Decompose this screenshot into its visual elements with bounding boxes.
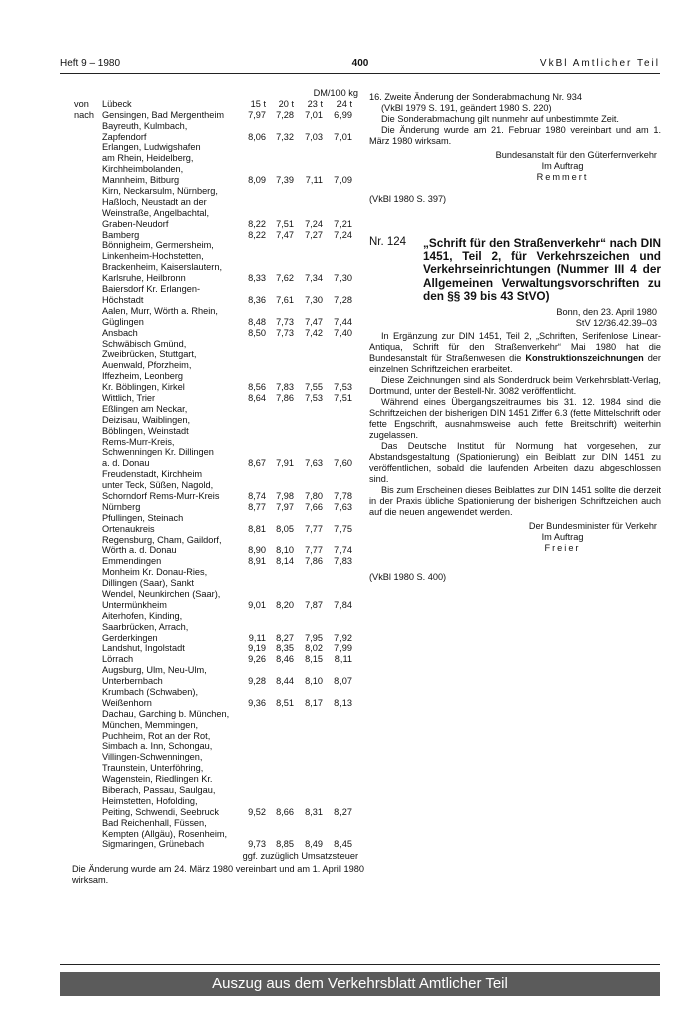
signature-name: Remmert (536, 172, 589, 182)
destination-name: Weinstraße, Angelbachtal, (102, 207, 210, 218)
table-row (74, 349, 364, 360)
rate-value: 7,86 (305, 556, 323, 567)
notice-title: „Schrift für den Straßenverkehr“ nach DIN 1451, Teil 2, für Verkehrszeichen und Verkehrseinrichtungen (Nummer III 4 der Allgemeinen Verwaltungsvorschriften zu den §§ 39 bis 43 StVO) (423, 236, 661, 303)
destination-name: Lörrach (102, 654, 134, 665)
table-row (74, 829, 364, 840)
destination-name: Peiting, Schwendi, Seebruck (102, 806, 219, 817)
rate-value: 7,98 (276, 490, 294, 501)
rate-value: 7,91 (276, 458, 294, 469)
destination-name: Böblingen, Weinstadt (102, 425, 189, 436)
rate-value: 8,17 (305, 697, 323, 708)
table-row (74, 589, 364, 600)
publication-title: VkBl Amtlicher Teil (539, 58, 660, 69)
destination-name: Augsburg, Ulm, Neu-Ulm, (102, 665, 207, 676)
rate-value: 7,92 (334, 632, 352, 643)
rate-value: 7,80 (305, 490, 323, 501)
destination-name: Wagenstein, Riedlingen Kr. (102, 774, 213, 785)
destination-name: Erlangen, Ludwigshafen (102, 142, 201, 153)
table-row (74, 535, 364, 546)
rate-value: 7,34 (305, 273, 323, 284)
rate-value: 7,40 (334, 327, 352, 338)
rate-value: 7,60 (334, 458, 352, 469)
amendment-paragraph: Die Änderung wurde am 21. Februar 1980 vereinbart und am 1. März 1980 wirksam. (369, 125, 661, 146)
col-header: 24 t (336, 98, 352, 109)
destination-name: Biberach, Passau, Saulgau, (102, 785, 216, 796)
citation: (VkBl 1980 S. 400) (369, 572, 447, 583)
destination-name: Unterbernbach (102, 676, 163, 687)
destination-name: Karlsruhe, Heilbronn (102, 273, 186, 284)
rate-value: 7,83 (276, 382, 294, 393)
table-row (74, 469, 364, 480)
destination-name: Dachau, Garching b. München, (102, 708, 230, 719)
rate-value: 7,66 (305, 501, 323, 512)
rate-value: 8,14 (276, 556, 294, 567)
destination-name: Zweibrücken, Stuttgart, (102, 349, 197, 360)
rate-value: 7,87 (305, 599, 323, 610)
destination-name: Güglingen (102, 316, 144, 327)
destination-name: Zapfendorf (102, 131, 147, 142)
page-number: 400 (351, 58, 369, 69)
col-header: 15 t (250, 98, 266, 109)
rate-value: 8,49 (305, 839, 323, 850)
rate-value: 6,99 (334, 109, 352, 120)
table-row (74, 197, 364, 208)
table-row (74, 273, 364, 284)
rate-value: 7,95 (305, 632, 323, 643)
destination-name: Eßlingen am Neckar, (102, 403, 188, 414)
table-row (74, 763, 364, 774)
rate-value: 7,97 (276, 501, 294, 512)
rate-value: 8,31 (305, 806, 323, 817)
rate-value: 7,47 (305, 316, 323, 327)
rate-value: 7,11 (305, 175, 323, 186)
amendment-title: 16. Zweite Änderung der Sonderabmachung Nr. 934 (369, 92, 582, 102)
paragraph-text: der einzelnen Schriftzeichen erarbeitet. (369, 353, 661, 375)
rate-value: 7,55 (305, 382, 323, 393)
destination-name: Schwenningen Kr. Dillingen (102, 447, 214, 458)
tax-footnote: ggf. zuzüglich Umsatzsteuer (242, 851, 358, 862)
table-row (74, 567, 364, 578)
table-row (74, 382, 364, 393)
notice-reference: StV 12/36.42.39–03 (575, 318, 657, 329)
destination-name: Pfullingen, Steinach (102, 512, 184, 523)
tariff-table (74, 88, 364, 886)
rate-value: 8,46 (276, 654, 294, 665)
rate-value: 8,15 (305, 654, 323, 665)
rate-value: 7,32 (276, 131, 294, 142)
table-row (74, 676, 364, 687)
destination-name: Untermünkheim (102, 599, 167, 610)
table-row (74, 142, 364, 153)
rate-value: 9,28 (248, 676, 266, 687)
table-row (74, 208, 364, 219)
rate-value: 8,81 (248, 523, 266, 534)
rate-value: 8,51 (276, 697, 294, 708)
destination-name: Weißenhorn (102, 697, 152, 708)
col-header: 23 t (307, 98, 323, 109)
table-row (74, 404, 364, 415)
rate-value: 8,07 (334, 676, 352, 687)
rate-value: 9,52 (248, 806, 266, 817)
destination-name: Ortenaukreis (102, 523, 155, 534)
notice-date: Bonn, den 23. April 1980 (556, 307, 657, 318)
destination-name: Bamberg (102, 229, 140, 240)
destination-name: Wendel, Neunkirchen (Saar), (102, 588, 221, 599)
destination-name: Brackenheim, Kaiserslautern, (102, 262, 223, 273)
table-row (74, 839, 364, 850)
table-row (74, 611, 364, 622)
rate-value: 8,10 (305, 676, 323, 687)
destination-name: Bönnigheim, Germersheim, (102, 240, 214, 251)
destination-name: Kempten (Allgäu), Rosenheim, (102, 828, 228, 839)
table-row (74, 360, 364, 371)
table-row (74, 284, 364, 295)
rate-value: 7,44 (334, 316, 352, 327)
table-row (74, 524, 364, 535)
table-row (74, 153, 364, 164)
destination-name: Schorndorf Rems-Murr-Kreis (102, 490, 220, 501)
rate-value: 7,39 (276, 175, 294, 186)
table-row (74, 230, 364, 241)
table-row (74, 545, 364, 556)
table-row (74, 741, 364, 752)
amendment-reference: (VkBl 1979 S. 191, geändert 1980 S. 220) (381, 103, 552, 113)
rate-value: 9,19 (248, 643, 266, 654)
table-row (74, 502, 364, 513)
destination-name: Höchstadt (102, 294, 144, 305)
destination-name: Heimstetten, Hofolding, (102, 795, 198, 806)
rate-value: 7,53 (334, 382, 352, 393)
destination-name: Saarbrücken, Arrach, (102, 621, 189, 632)
notice-124 (369, 237, 661, 303)
rate-value: 7,03 (305, 131, 323, 142)
rate-value: 7,01 (334, 131, 352, 142)
right-column (369, 92, 661, 583)
table-row (74, 240, 364, 251)
rate-value: 8,90 (248, 545, 266, 556)
signature-org: Der Bundesminister für Verkehr (528, 521, 657, 532)
table-row (74, 458, 364, 469)
destination-name: Aiterhofen, Kinding, (102, 610, 183, 621)
table-row (74, 415, 364, 426)
table-row (74, 600, 364, 611)
footer-rule (60, 964, 660, 965)
rate-value: 7,24 (305, 218, 323, 229)
destination-name: Iffezheim, Leonberg (102, 371, 184, 382)
rate-value: 8,35 (276, 643, 294, 654)
rate-value: 7,63 (334, 501, 352, 512)
notice-paragraph (369, 331, 661, 375)
rate-value: 7,63 (305, 458, 323, 469)
destination-name: Kr. Böblingen, Kirkel (102, 382, 185, 393)
destination-name: Aalen, Murr, Wörth a. Rhein, (102, 305, 218, 316)
destination-name: Gerderkingen (102, 632, 158, 643)
destination-name: Dillingen (Saar), Sankt (102, 578, 194, 589)
destination-name: Traunstein, Unterföhring, (102, 763, 204, 774)
table-row (74, 480, 364, 491)
rate-value: 8,45 (334, 839, 352, 850)
destination-name: unter Teck, Süßen, Nagold, (102, 480, 214, 491)
rate-value: 8,48 (248, 316, 266, 327)
rate-value: 8,27 (334, 806, 352, 817)
rate-value: 7,01 (305, 109, 323, 120)
destination-name: Simbach a. Inn, Schongau, (102, 741, 213, 752)
table-row (74, 306, 364, 317)
col-header: 20 t (278, 98, 294, 109)
rate-value: 8,77 (248, 501, 266, 512)
table-row (74, 164, 364, 175)
rate-value: 8,50 (248, 327, 266, 338)
rate-value: 8,10 (276, 545, 294, 556)
nach-label: nach (74, 109, 94, 120)
rate-value: 8,02 (305, 643, 323, 654)
effective-note: Die Änderung wurde am 24. März 1980 vereinbart und am 1. April 1980 wirksam. (72, 864, 364, 886)
citation: (VkBl 1980 S. 397) (369, 194, 447, 204)
table-row (74, 654, 364, 665)
destination-name: Schwäbisch Gmünd, (102, 338, 187, 349)
table-row (74, 513, 364, 524)
table-row (74, 578, 364, 589)
rate-value: 7,61 (276, 294, 294, 305)
destination-name: München, Memmingen, (102, 719, 199, 730)
destination-name: Wittlich, Trier (102, 392, 156, 403)
rate-value: 8,44 (276, 676, 294, 687)
rate-value: 7,77 (305, 523, 323, 534)
notice-paragraph: Bis zum Erscheinen dieses Beiblattes zur DIN 1451 sollte die derzeit in der Praxis übliche Spationierung der bisherigen Schriftzeichen auch auf die neuen angewendet werden. (369, 485, 661, 518)
rate-value: 7,27 (305, 229, 323, 240)
rate-value: 7,47 (276, 229, 294, 240)
destination-name: Puchheim, Rot an der Rot, (102, 730, 211, 741)
emphasis-text: Konstruktionszeichnungen (525, 353, 644, 364)
von-label: von (74, 98, 89, 109)
table-row (74, 491, 364, 502)
table-row (74, 295, 364, 306)
rate-value: 8,91 (248, 556, 266, 567)
notice-paragraph: Diese Zeichnungen sind als Sonderdruck beim Verkehrsblatt-Verlag, Dortmund, unter der Bestell-Nr. 3082 veröffentlicht. (369, 375, 661, 397)
destination-name: Rems-Murr-Kreis, (102, 436, 175, 447)
destination-name: Sigmaringen, Grünebach (102, 839, 205, 850)
table-row (74, 437, 364, 448)
issue-label: Heft 9 – 1980 (60, 58, 121, 69)
rate-value: 7,84 (334, 599, 352, 610)
rate-value: 7,30 (305, 294, 323, 305)
rate-value: 7,21 (334, 218, 352, 229)
destination-name: Deizisau, Waiblingen, (102, 414, 191, 425)
rate-value: 7,73 (276, 327, 294, 338)
rate-value: 7,97 (248, 109, 266, 120)
destination-name: Villingen-Schwenningen, (102, 752, 203, 763)
rate-value: 8,56 (248, 382, 266, 393)
destination-name: Linkenheim-Hochstetten, (102, 251, 204, 262)
table-row (74, 720, 364, 731)
rate-value: 7,51 (276, 218, 294, 229)
rate-value: 7,77 (305, 545, 323, 556)
table-row (74, 633, 364, 644)
rate-value: 7,74 (334, 545, 352, 556)
table-row (74, 643, 364, 654)
rate-value: 7,28 (334, 294, 352, 305)
amendment-paragraph: Die Sonderabmachung gilt nunmehr auf unbestimmte Zeit. (381, 114, 619, 124)
unit-label: DM/100 kg (313, 88, 358, 98)
destination-name: Kirchheimbolanden, (102, 164, 184, 175)
table-row (74, 752, 364, 763)
page-header (60, 58, 660, 72)
table-row (74, 731, 364, 742)
destination-name: Freudenstadt, Kirchheim (102, 469, 203, 480)
rate-value: 9,26 (248, 654, 266, 665)
rate-value: 8,36 (248, 294, 266, 305)
notice-number: Nr. 124 (369, 236, 407, 248)
table-row (74, 687, 364, 698)
destination-name: Monheim Kr. Donau-Ries, (102, 567, 208, 578)
table-row (74, 371, 364, 382)
rate-value: 8,11 (334, 654, 352, 665)
signature-role: Im Auftrag (541, 161, 584, 171)
destination-name: Emmendingen (102, 556, 162, 567)
table-row (74, 774, 364, 785)
destination-name: Graben-Neudorf (102, 218, 169, 229)
rate-value: 8,22 (248, 218, 266, 229)
rate-value: 8,85 (276, 839, 294, 850)
table-row (74, 796, 364, 807)
header-rule (60, 73, 660, 74)
rate-value: 9,11 (248, 632, 266, 643)
rate-value: 8,20 (276, 599, 294, 610)
notice-paragraph: Während eines Übergangszeitraumes bis 31. 12. 1984 sind die Schriftzeichen der bisherigen DIN 1451 Ziffer 6.3 (fette Mittelschrift oder fette Engschrift, ausnahmsweise auch fette Breitschrift) weiterhin zugelassen. (369, 397, 661, 441)
table-row (74, 339, 364, 350)
table-row (74, 262, 364, 273)
rate-value: 7,42 (305, 327, 323, 338)
table-row (74, 317, 364, 328)
paragraph-text: In Ergänzung zur DIN 1451, Teil 2, „Schriften, Serifenlose Linear-Antiqua, Schrift für den Straßenverkehr“ Mai 1980 hat die Bundesanstalt für Straßenwesen die (369, 331, 661, 364)
signature-org: Bundesanstalt für den Güterfernverkehr (495, 150, 657, 160)
rate-value: 7,78 (334, 490, 352, 501)
destination-name: Ansbach (102, 327, 138, 338)
table-row (74, 426, 364, 437)
rate-value: 8,05 (276, 523, 294, 534)
rate-value: 7,30 (334, 273, 352, 284)
rate-value: 9,01 (248, 599, 266, 610)
rate-value: 7,09 (334, 175, 352, 186)
table-row (74, 132, 364, 143)
table-row (74, 818, 364, 829)
destination-name: Regensburg, Cham, Gaildorf, (102, 534, 222, 545)
rate-value: 7,86 (276, 392, 294, 403)
table-row (74, 447, 364, 458)
destination-name: Bad Reichenhall, Füssen, (102, 817, 207, 828)
table-row (74, 219, 364, 230)
rate-value: 8,06 (248, 131, 266, 142)
destination-name: a. d. Donau (102, 458, 150, 469)
table-row (74, 698, 364, 709)
destination-name: Gensingen, Bad Mergentheim (102, 109, 225, 120)
rate-value: 8,27 (276, 632, 294, 643)
rate-value: 7,62 (276, 273, 294, 284)
rate-value: 7,99 (334, 643, 352, 654)
destination-name: am Rhein, Heidelberg, (102, 153, 194, 164)
destination-name: Bayreuth, Kulmbach, (102, 120, 188, 131)
table-row (74, 622, 364, 633)
table-row (74, 110, 364, 121)
rate-value: 8,33 (248, 273, 266, 284)
rate-value: 8,22 (248, 229, 266, 240)
destination-name: Kirn, Neckarsulm, Nürnberg, (102, 186, 218, 197)
table-row (74, 556, 364, 567)
column-headers (74, 99, 364, 110)
footer-banner: Auszug aus dem Verkehrsblatt Amtlicher Teil (60, 972, 660, 996)
destination-name: Krumbach (Schwaben), (102, 687, 199, 697)
notice-paragraph: Das Deutsche Institut für Normung hat vorgesehen, zur Abstandsgestaltung (Spationierung) ein Beiblatt zur DIN 1451 zu veröffentlichen, sobald die laufenden Arbeiten dazu abgeschlossen sind. (369, 441, 661, 485)
rate-value: 8,74 (248, 490, 266, 501)
table-row (74, 328, 364, 339)
rate-value: 7,51 (334, 392, 352, 403)
destination-name: Auenwald, Pforzheim, (102, 360, 192, 371)
table-row (74, 186, 364, 197)
rate-value: 7,53 (305, 392, 323, 403)
table-row (74, 393, 364, 404)
origin-city: Lübeck (102, 98, 132, 109)
destination-name: Mannheim, Bitburg (102, 175, 180, 186)
destination-name: Landshut, Ingolstadt (102, 643, 185, 654)
table-row (74, 175, 364, 186)
signature-name: Freier (544, 543, 581, 554)
rate-value: 7,28 (276, 109, 294, 120)
table-row (74, 709, 364, 720)
rate-value: 8,09 (248, 175, 266, 186)
table-row (74, 121, 364, 132)
signature-role: Im Auftrag (541, 532, 584, 543)
rate-value: 7,83 (334, 556, 352, 567)
rate-value: 7,24 (334, 229, 352, 240)
table-row (74, 251, 364, 262)
table-row (74, 807, 364, 818)
rate-value: 7,75 (334, 523, 352, 534)
rate-value: 7,73 (276, 316, 294, 327)
table-row (74, 665, 364, 676)
rate-value: 8,13 (334, 697, 352, 708)
rate-value: 8,67 (248, 458, 266, 469)
destination-name: Nürnberg (102, 501, 141, 512)
destination-name: Baiersdorf Kr. Erlangen- (102, 284, 201, 295)
rate-value: 9,36 (248, 697, 266, 708)
destination-name: Wörth a. d. Donau (102, 545, 177, 556)
rate-value: 9,73 (248, 839, 266, 850)
table-row (74, 785, 364, 796)
rate-value: 8,64 (248, 392, 266, 403)
destination-name: Haßloch, Neustadt an der (102, 196, 207, 207)
destination-rows (74, 110, 364, 851)
rate-value: 8,66 (276, 806, 294, 817)
